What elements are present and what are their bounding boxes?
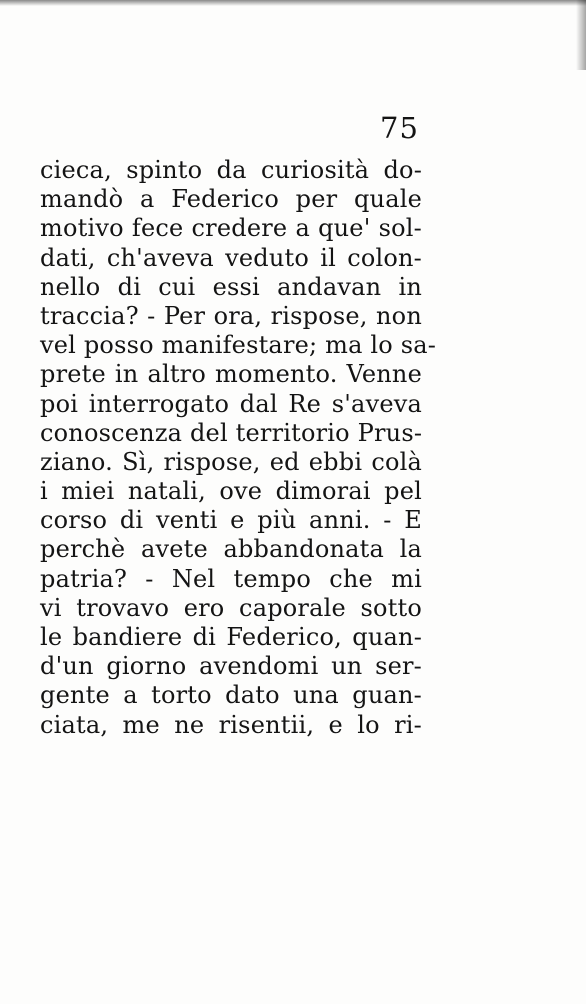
body-text (40, 156, 437, 740)
text-line: conoscenza del territorio Prus- (40, 418, 423, 447)
text-line: d'un giorno avendomi un ser- (40, 652, 422, 681)
text-line: nello di cui essi andavan in (40, 272, 422, 301)
text-line: perchè avete abbandonata la (40, 535, 422, 564)
text-line: i miei natali, ove dimorai pel (40, 477, 422, 506)
text-line: patria? - Nel tempo che mi (40, 564, 422, 593)
text-line: prete in altro momento. Venne (40, 360, 422, 389)
text-line: ciata, me ne risentii, e lo ri- (40, 710, 422, 739)
text-line: motivo fece credere a que' sol- (40, 214, 422, 243)
text-line: gente a torto dato una guan- (40, 681, 422, 710)
text-line: poi interrogato dal Re s'aveva (40, 389, 422, 418)
text-line: dati, ch'aveva veduto il colon- (40, 243, 422, 272)
text-line: mandò a Federico per quale (40, 185, 422, 214)
text-line: corso di venti e più anni. - E (40, 506, 422, 535)
text-line: ziano. Sì, rispose, ed ebbi colà (40, 447, 422, 476)
text-line: le bandiere di Federico, quan- (40, 623, 422, 651)
page-right-edge-shadow (576, 0, 586, 70)
page-number: 75 (380, 111, 419, 145)
text-line: traccia? - Per ora, rispose, non (40, 301, 422, 330)
text-line: vi trovavo ero caporale sotto (40, 593, 422, 622)
text-line: cieca, spinto da curiosità do- (40, 156, 422, 184)
page-top-edge-shadow (0, 0, 586, 6)
text-line: vel posso manifestare; ma lo sa- (40, 331, 437, 360)
